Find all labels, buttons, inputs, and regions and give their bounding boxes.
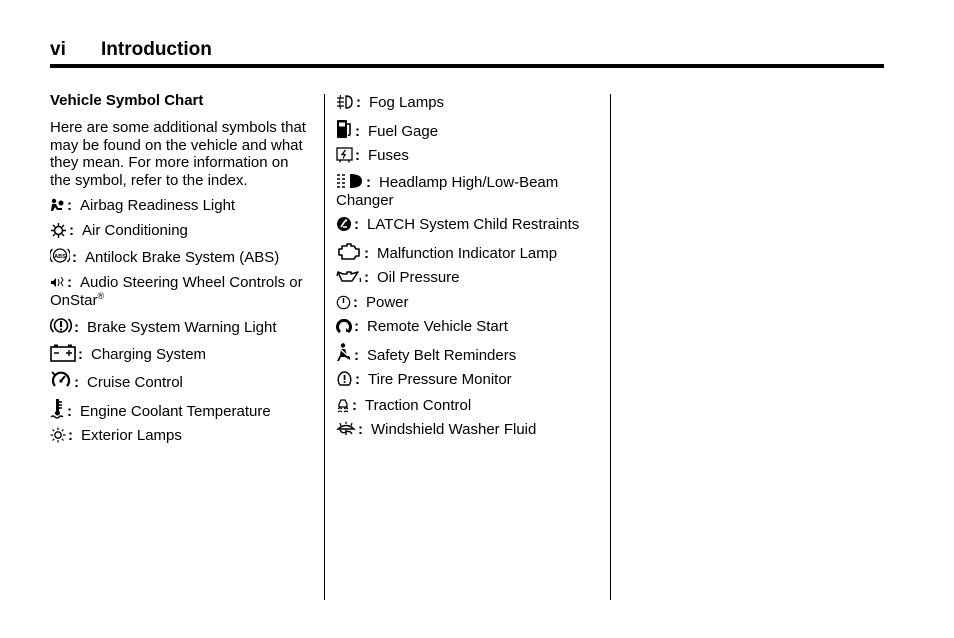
symbol-label: Fog Lamps — [369, 94, 445, 111]
oil-can-icon — [336, 269, 362, 285]
separator: : — [355, 122, 360, 140]
separator: : — [67, 402, 72, 420]
column-divider — [324, 94, 325, 600]
symbol-item — [50, 399, 312, 421]
separator: : — [354, 346, 359, 364]
separator: : — [67, 273, 72, 291]
separator: : — [69, 221, 74, 239]
separator: : — [353, 293, 358, 311]
symbol-label: Tire Pressure Monitor — [368, 371, 512, 388]
symbol-label: Antilock Brake System (ABS) — [85, 249, 280, 267]
symbol-label: Windshield Washer Fluid — [371, 421, 537, 438]
symbol-label: Charging System — [91, 345, 207, 363]
fuse-icon — [336, 147, 353, 163]
separator: : — [74, 319, 79, 337]
symbol-label: Oil Pressure — [377, 269, 460, 286]
symbol-label: Exterior Lamps — [81, 427, 182, 445]
cruise-control-icon — [50, 370, 72, 390]
separator: : — [355, 371, 360, 388]
symbol-item — [336, 371, 598, 389]
latch-child-seat-icon — [336, 216, 352, 232]
symbol-label: Brake System Warning Light — [87, 319, 277, 337]
symbol-item — [336, 216, 598, 234]
registered-mark: ® — [97, 290, 105, 301]
symbol-label: Fuel Gage — [368, 122, 439, 140]
separator: : — [354, 318, 359, 335]
symbol-label: Headlamp High/Low-Beam Changer — [336, 173, 559, 209]
separator: : — [352, 396, 357, 414]
battery-icon — [50, 344, 76, 362]
symbol-item — [336, 172, 598, 210]
washer-fluid-icon — [336, 421, 356, 437]
symbol-label: Engine Coolant Temperature — [80, 402, 271, 420]
symbol-item — [50, 197, 312, 215]
symbol-label: Malfunction Indicator Lamp — [377, 244, 558, 262]
brake-warning-icon — [50, 316, 72, 335]
symbol-item — [50, 222, 312, 240]
separator: : — [356, 94, 361, 111]
symbol-item — [336, 94, 598, 112]
air-conditioning-icon — [50, 223, 67, 238]
separator: : — [72, 249, 77, 267]
section-title: Introduction — [101, 39, 212, 60]
coolant-temperature-icon — [50, 399, 65, 419]
fuel-pump-icon — [336, 119, 353, 139]
column-divider — [610, 94, 611, 600]
separator: : — [68, 427, 73, 445]
fog-lamp-icon — [336, 94, 354, 110]
symbol-item — [336, 421, 598, 439]
symbol-label: Fuses — [368, 147, 409, 164]
separator: : — [364, 244, 369, 262]
symbol-label: Safety Belt Reminders — [367, 346, 517, 364]
symbol-label: Audio Steering Wheel Controls or OnStar — [50, 273, 303, 309]
remote-start-icon — [336, 318, 352, 334]
symbol-item — [336, 269, 598, 287]
power-icon — [336, 295, 351, 310]
audio-steering-icon — [50, 275, 65, 290]
airbag-icon — [50, 198, 65, 213]
symbol-item — [50, 344, 312, 364]
symbol-item — [336, 343, 598, 365]
column-left — [50, 92, 312, 452]
symbol-item — [50, 427, 312, 445]
engine-check-icon — [336, 241, 362, 261]
symbol-label: LATCH System Child Restraints — [367, 216, 580, 233]
separator: : — [67, 197, 72, 215]
separator: : — [358, 421, 363, 438]
symbol-item — [50, 246, 312, 267]
symbol-label: Traction Control — [365, 396, 472, 414]
symbol-label: Power — [366, 293, 409, 311]
seat-belt-icon — [336, 343, 352, 363]
symbol-item — [336, 396, 598, 415]
symbol-item — [50, 370, 312, 392]
separator: : — [364, 269, 369, 286]
headlamp-beam-icon — [336, 172, 364, 190]
page-number: vi — [50, 39, 66, 60]
symbol-label: Remote Vehicle Start — [367, 318, 508, 335]
chart-heading: Vehicle Symbol Chart — [50, 92, 204, 109]
traction-control-icon — [336, 396, 350, 413]
symbol-label: Cruise Control — [87, 374, 183, 392]
separator: : — [74, 374, 79, 392]
symbol-item — [336, 294, 598, 312]
exterior-lamps-icon — [50, 427, 66, 443]
separator: : — [78, 345, 83, 363]
symbol-label: Air Conditioning — [82, 221, 188, 239]
column-right — [336, 94, 598, 446]
symbol-item — [50, 274, 312, 310]
symbol-item — [50, 316, 312, 337]
page-header — [50, 36, 884, 68]
symbol-item — [336, 241, 598, 263]
tire-pressure-icon — [336, 371, 353, 387]
svg-text:ABS: ABS — [54, 254, 66, 261]
separator: : — [366, 173, 371, 191]
abs-icon — [50, 246, 70, 265]
separator: : — [355, 147, 360, 164]
separator: : — [354, 216, 359, 233]
symbol-item — [336, 318, 598, 336]
symbol-label: Airbag Readiness Light — [80, 197, 236, 215]
intro-paragraph: Here are some additional symbols that may be found on the vehicle and what they mean. For more information on the symbol, refer to the index. — [50, 119, 306, 189]
symbol-item — [336, 147, 598, 165]
symbol-item — [336, 119, 598, 141]
